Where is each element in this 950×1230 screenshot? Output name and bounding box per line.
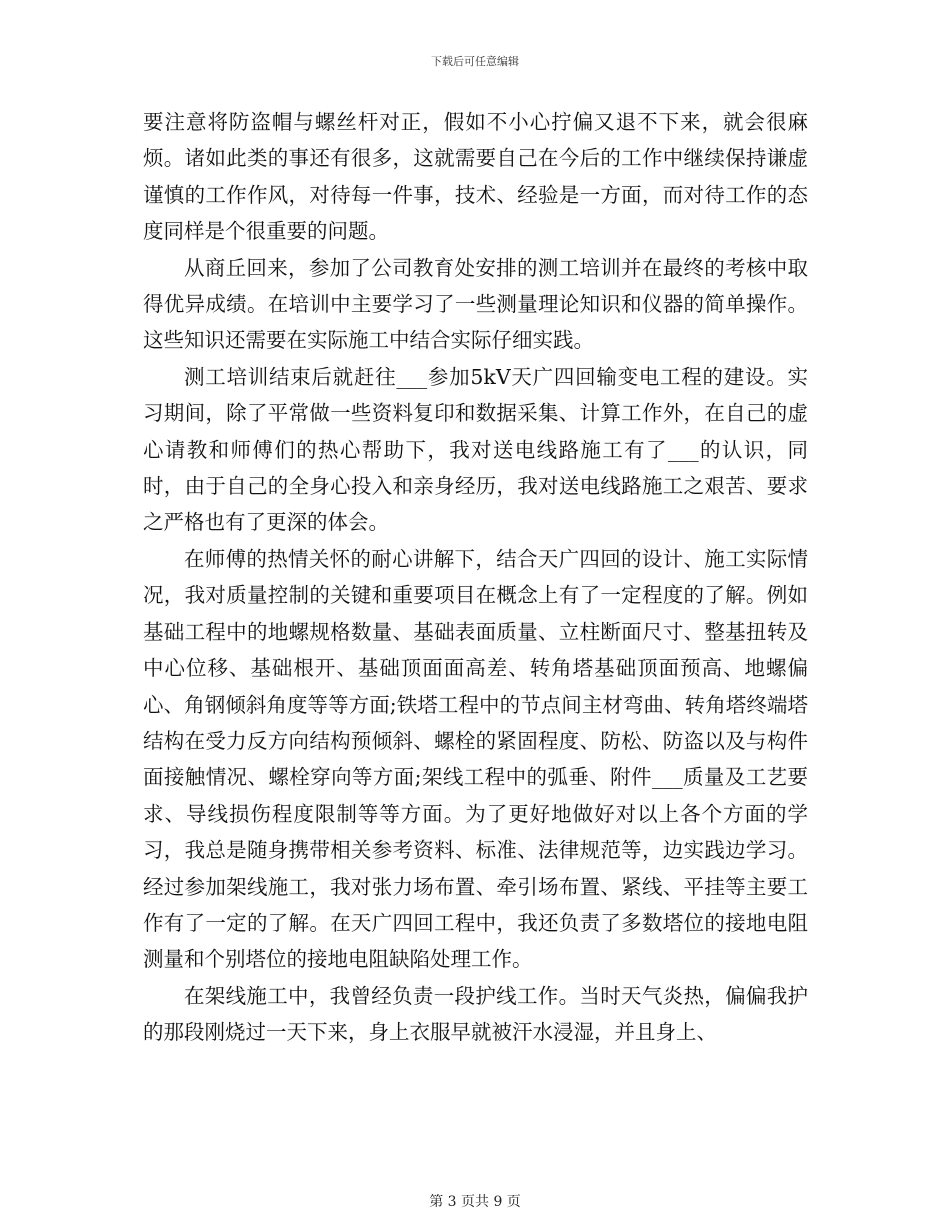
document-body xyxy=(143,104,808,1051)
paragraph-4: 在师傅的热情关怀的耐心讲解下，结合天广四回的设计、施工实际情况，我对质量控制的关键和重要项目在概念上有了一定程度的了解。例如基础工程中的地螺规格数量、基础表面质量、立柱断面尺寸、整基扭转及中心位移、基础根开、基础顶面面高差、转角塔基础顶面预高、地螺偏心、角钢倾斜角度等等方面;铁塔工程中的节点间主材弯曲、转角塔终端塔结构在受力反方向结构预倾斜、螺栓的紧固程度、防松、防盗以及与构件面接触情况、螺栓穿向等方面;架线工程中的弧垂、附件___质量及工艺要求、导线损伤程度限制等等方面。为了更好地做好对以上各个方面的学习，我总是随身携带相关参考资料、标准、法律规范等，边实践边学习。经过参加架线施工，我对张力场布置、牵引场布置、紧线、平挂等主要工作有了一定的了解。在天广四回工程中，我还负责了多数塔位的接地电阻测量和个别塔位的接地电阻缺陷处理工作。 xyxy=(143,546,808,972)
paragraph-3: 测工培训结束后就赶往___参加5kV天广四回输变电工程的建设。实习期间，除了平常做一些资料复印和数据采集、计算工作外，在自己的虚心请教和师傅们的热心帮助下，我对送电线路施工有了___的认识，同时，由于自己的全身心投入和亲身经历，我对送电线路施工之艰苦、要求之严格也有了更深的体会。 xyxy=(143,364,808,535)
paragraph-2: 从商丘回来，参加了公司教育处安排的测工培训并在最终的考核中取得优异成绩。在培训中主要学习了一些测量理论知识和仪器的简单操作。这些知识还需要在实际施工中结合实际仔细实践。 xyxy=(143,255,808,353)
page-footer: 第 3 页共 9 页 xyxy=(429,1194,521,1210)
page-header: 下载后可任意编辑 xyxy=(431,55,519,68)
paragraph-1: 要注意将防盗帽与螺丝杆对正，假如不小心拧偏又退不下来，就会很麻烦。诸如此类的事还有很多，这就需要自己在今后的工作中继续保持谦虚谨慎的工作作风，对待每一件事，技术、经验是一方面，而对待工作的态度同样是个很重要的问题。 xyxy=(143,110,808,244)
paragraph-5: 在架线施工中，我曾经负责一段护线工作。当时天气炎热，偏偏我护的那段刚烧过一天下来，身上衣服早就被汗水浸湿，并且身上、 xyxy=(143,983,808,1045)
